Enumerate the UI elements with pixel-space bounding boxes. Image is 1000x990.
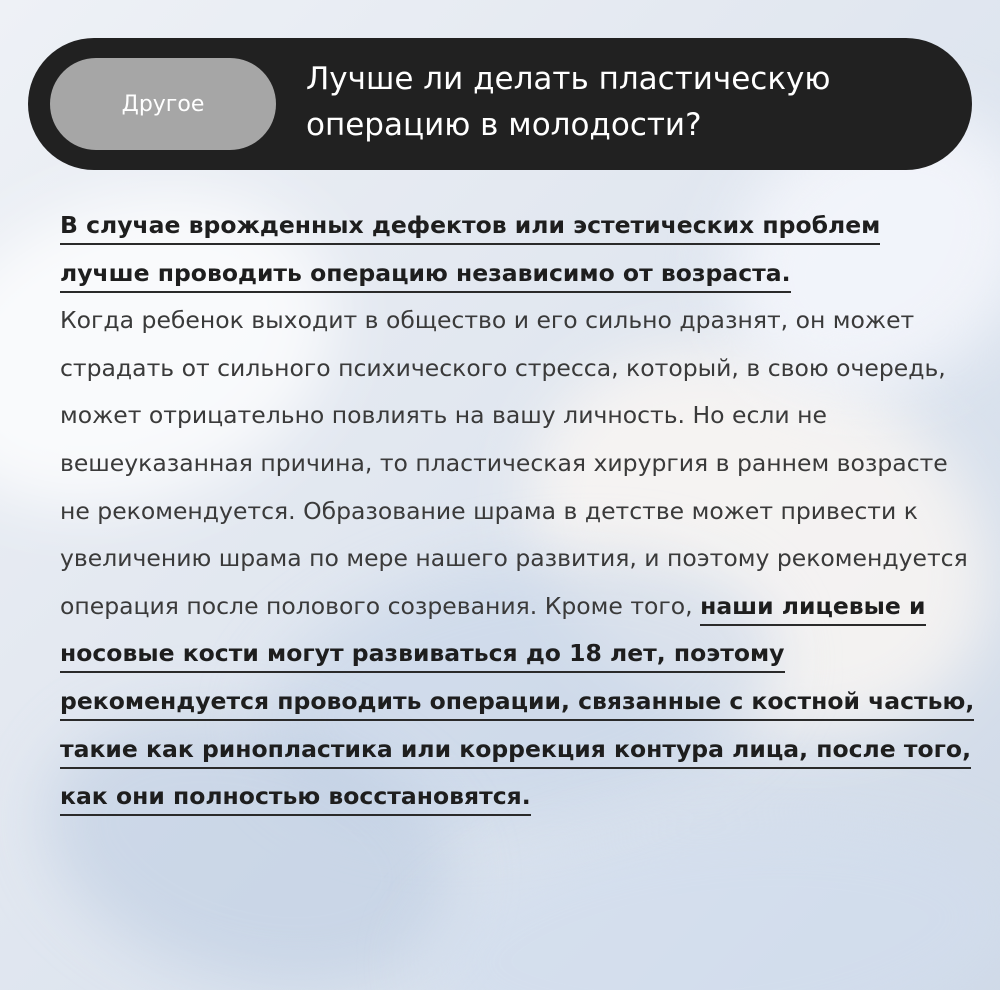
lead-highlight: В случае врожденных дефектов или эстетических проблем лучше проводить операцию независимо от возраста. <box>60 211 880 293</box>
question-title-line-2: операцию в молодости? <box>306 107 702 143</box>
closing-highlight: наши лицевые и носовые кости могут развиваться до 18 лет, поэтому рекомендуется проводить операции, связанные с костной частью, такие как ринопластика или коррекция контура лица, после того, как они полностью восстановятся. <box>60 592 974 816</box>
question-title-line-1: Лучше ли делать пластическую <box>306 61 831 97</box>
category-badge: Другое <box>50 58 276 150</box>
body-text: Когда ребенок выходит в общество и его сильно дразнят, он может страдать от сильного психического стресса, который, в свою очередь, может отрицательно повлиять на вашу личность. Но если не вешеуказанная причина, то пластическая хирургия в раннем возрасте не рекомендуется. Образование шрама в детстве может привести к увеличению шрама по мере нашего развития, и поэтому рекомендуется операция после полового созревания. Кроме того, <box>60 306 968 620</box>
answer-paragraph <box>60 202 975 821</box>
question-title <box>306 56 942 148</box>
question-header <box>28 38 972 170</box>
answer-body <box>60 202 975 821</box>
